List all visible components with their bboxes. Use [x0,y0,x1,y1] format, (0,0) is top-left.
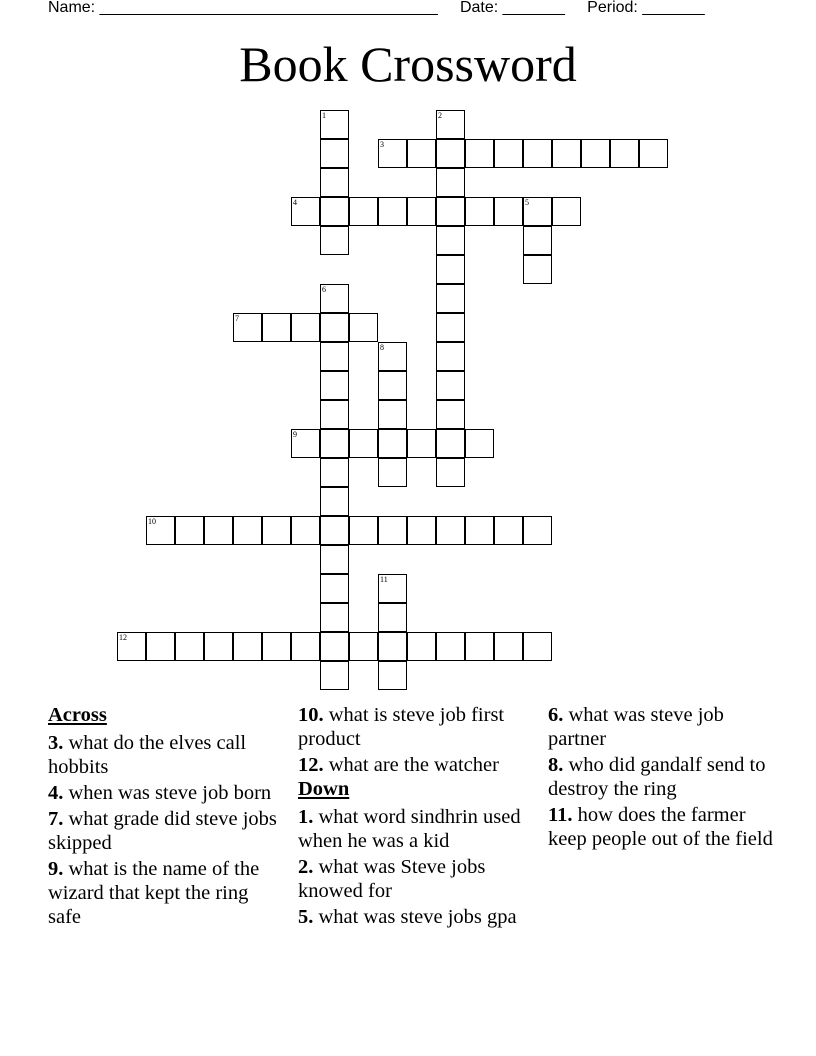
date-field-label: Date: _______ [459,0,565,16]
clue-text: what word sindhrin used when he was a kid [298,806,521,852]
clue-number: 1. [298,806,314,828]
clue-number: 2 [438,111,442,120]
grid-cell[interactable] [378,371,407,400]
grid-cell[interactable] [465,632,494,661]
grid-cell[interactable] [494,632,523,661]
grid-cell[interactable] [320,603,349,632]
grid-cell[interactable] [320,458,349,487]
clue-number: 1 [322,111,326,120]
grid-cell[interactable] [378,661,407,690]
across-clue [48,857,278,929]
grid-cell[interactable] [320,545,349,574]
clue-number: 7. [48,808,64,830]
clue-number: 8. [548,754,564,776]
grid-cell[interactable] [117,632,146,661]
grid-cell[interactable] [523,632,552,661]
across-clue [48,807,278,855]
grid-cell[interactable] [262,313,291,342]
grid-cell[interactable] [465,197,494,226]
grid-cell[interactable] [378,603,407,632]
grid-cell[interactable] [262,632,291,661]
clue-number: 2. [298,856,314,878]
clue-text: when was steve job born [63,782,272,804]
grid-cell[interactable] [436,632,465,661]
grid-cell[interactable] [581,139,610,168]
grid-cell[interactable] [349,632,378,661]
clue-text: what do the elves call hobbits [48,732,247,778]
grid-cell[interactable] [320,197,349,226]
grid-cell[interactable] [233,516,262,545]
period-field-label: Period: _______ [587,0,705,16]
grid-cell[interactable] [552,139,581,168]
grid-cell[interactable] [523,139,552,168]
grid-cell[interactable] [523,255,552,284]
grid-cell[interactable] [291,197,320,226]
grid-cell[interactable] [436,284,465,313]
grid-cell[interactable] [407,516,436,545]
clue-text: who did gandalf send to destroy the ring [548,754,766,800]
clue-number: 3 [380,140,384,149]
grid-cell[interactable] [320,110,349,139]
grid-cell[interactable] [436,197,465,226]
grid-cell[interactable] [349,197,378,226]
grid-cell[interactable] [436,168,465,197]
grid-cell[interactable] [494,197,523,226]
grid-cell[interactable] [320,429,349,458]
grid-cell[interactable] [320,487,349,516]
clue-number: 3. [48,732,64,754]
grid-cell[interactable] [523,197,552,226]
clue-list [48,703,778,955]
grid-cell[interactable] [349,313,378,342]
grid-cell[interactable] [436,226,465,255]
grid-cell[interactable] [291,429,320,458]
clue-number: 11 [380,575,388,584]
grid-cell[interactable] [494,139,523,168]
grid-cell[interactable] [146,632,175,661]
grid-cell[interactable] [262,516,291,545]
grid-cell[interactable] [407,197,436,226]
grid-cell[interactable] [465,516,494,545]
down-clue [298,805,528,853]
grid-cell[interactable] [552,197,581,226]
grid-cell[interactable] [349,429,378,458]
grid-cell[interactable] [175,632,204,661]
grid-cell[interactable] [378,516,407,545]
clue-number: 9 [293,430,297,439]
clue-text: what was Steve jobs knowed for [298,856,486,902]
grid-cell[interactable] [320,342,349,371]
grid-cell[interactable] [320,661,349,690]
grid-cell[interactable] [320,139,349,168]
grid-cell[interactable] [436,110,465,139]
grid-cell[interactable] [407,632,436,661]
grid-cell[interactable] [320,516,349,545]
grid-cell[interactable] [436,516,465,545]
clue-text: what are the watcher [323,754,499,776]
grid-cell[interactable] [320,574,349,603]
grid-cell[interactable] [436,429,465,458]
name-field-label: Name: ______________________________________ [48,0,438,16]
down-clue [548,803,778,851]
clue-text: what was steve jobs gpa [313,906,517,928]
grid-cell[interactable] [639,139,668,168]
clue-number: 9. [48,858,64,880]
grid-cell[interactable] [378,429,407,458]
across-heading: Across [48,704,107,726]
grid-cell[interactable] [378,139,407,168]
grid-cell[interactable] [291,516,320,545]
down-clue [298,905,528,929]
grid-cell[interactable] [320,226,349,255]
clue-number: 6. [548,704,564,726]
down-clue [298,855,528,903]
grid-cell[interactable] [320,168,349,197]
clue-number: 12. [298,754,324,776]
across-clue [298,753,528,777]
grid-cell[interactable] [465,429,494,458]
clue-number: 8 [380,343,384,352]
grid-cell[interactable] [291,313,320,342]
grid-cell[interactable] [378,574,407,603]
clue-text: what is the name of the wizard that kept the ring safe [48,858,260,928]
grid-cell[interactable] [175,516,204,545]
grid-cell[interactable] [407,429,436,458]
clue-number: 5. [298,906,314,928]
clue-text: what was steve job partner [548,704,724,750]
across-clue [298,703,528,751]
grid-cell[interactable] [523,226,552,255]
grid-cell[interactable] [436,139,465,168]
clue-number: 10. [298,704,324,726]
grid-cell[interactable] [320,632,349,661]
grid-cell[interactable] [436,342,465,371]
clue-number: 4. [48,782,64,804]
clue-number: 6 [322,285,326,294]
grid-cell[interactable] [436,255,465,284]
grid-cell[interactable] [320,313,349,342]
grid-cell[interactable] [320,284,349,313]
grid-cell[interactable] [378,400,407,429]
grid-cell[interactable] [204,516,233,545]
grid-cell[interactable] [523,516,552,545]
grid-cell[interactable] [378,342,407,371]
grid-cell[interactable] [320,371,349,400]
grid-cell[interactable] [146,516,175,545]
grid-cell[interactable] [378,458,407,487]
grid-cell[interactable] [465,139,494,168]
grid-cell[interactable] [291,632,320,661]
grid-cell[interactable] [349,516,378,545]
clue-number: 7 [235,314,239,323]
clue-number: 10 [148,517,156,526]
down-clue [548,753,778,801]
clue-text: what is steve job first product [298,704,505,750]
clue-text: what grade did steve jobs skipped [48,808,277,854]
down-clue [548,703,778,751]
grid-cell[interactable] [233,632,262,661]
down-heading: Down [298,778,350,800]
grid-cell[interactable] [436,313,465,342]
grid-cell[interactable] [610,139,639,168]
grid-cell[interactable] [407,139,436,168]
page-title: Book Crossword [239,36,577,92]
grid-cell[interactable] [233,313,262,342]
grid-cell[interactable] [204,632,233,661]
clue-text: how does the farmer keep people out of the field [548,804,773,850]
grid-cell[interactable] [494,516,523,545]
grid-cell[interactable] [436,458,465,487]
across-clue [48,781,278,805]
clue-number: 11. [548,804,573,826]
grid-cell[interactable] [320,400,349,429]
grid-cell[interactable] [378,632,407,661]
grid-cell[interactable] [436,400,465,429]
grid-cell[interactable] [378,197,407,226]
clue-number: 12 [119,633,127,642]
across-clue [48,731,278,779]
clue-number: 4 [293,198,297,207]
clue-number: 5 [525,198,529,207]
grid-cell[interactable] [436,371,465,400]
